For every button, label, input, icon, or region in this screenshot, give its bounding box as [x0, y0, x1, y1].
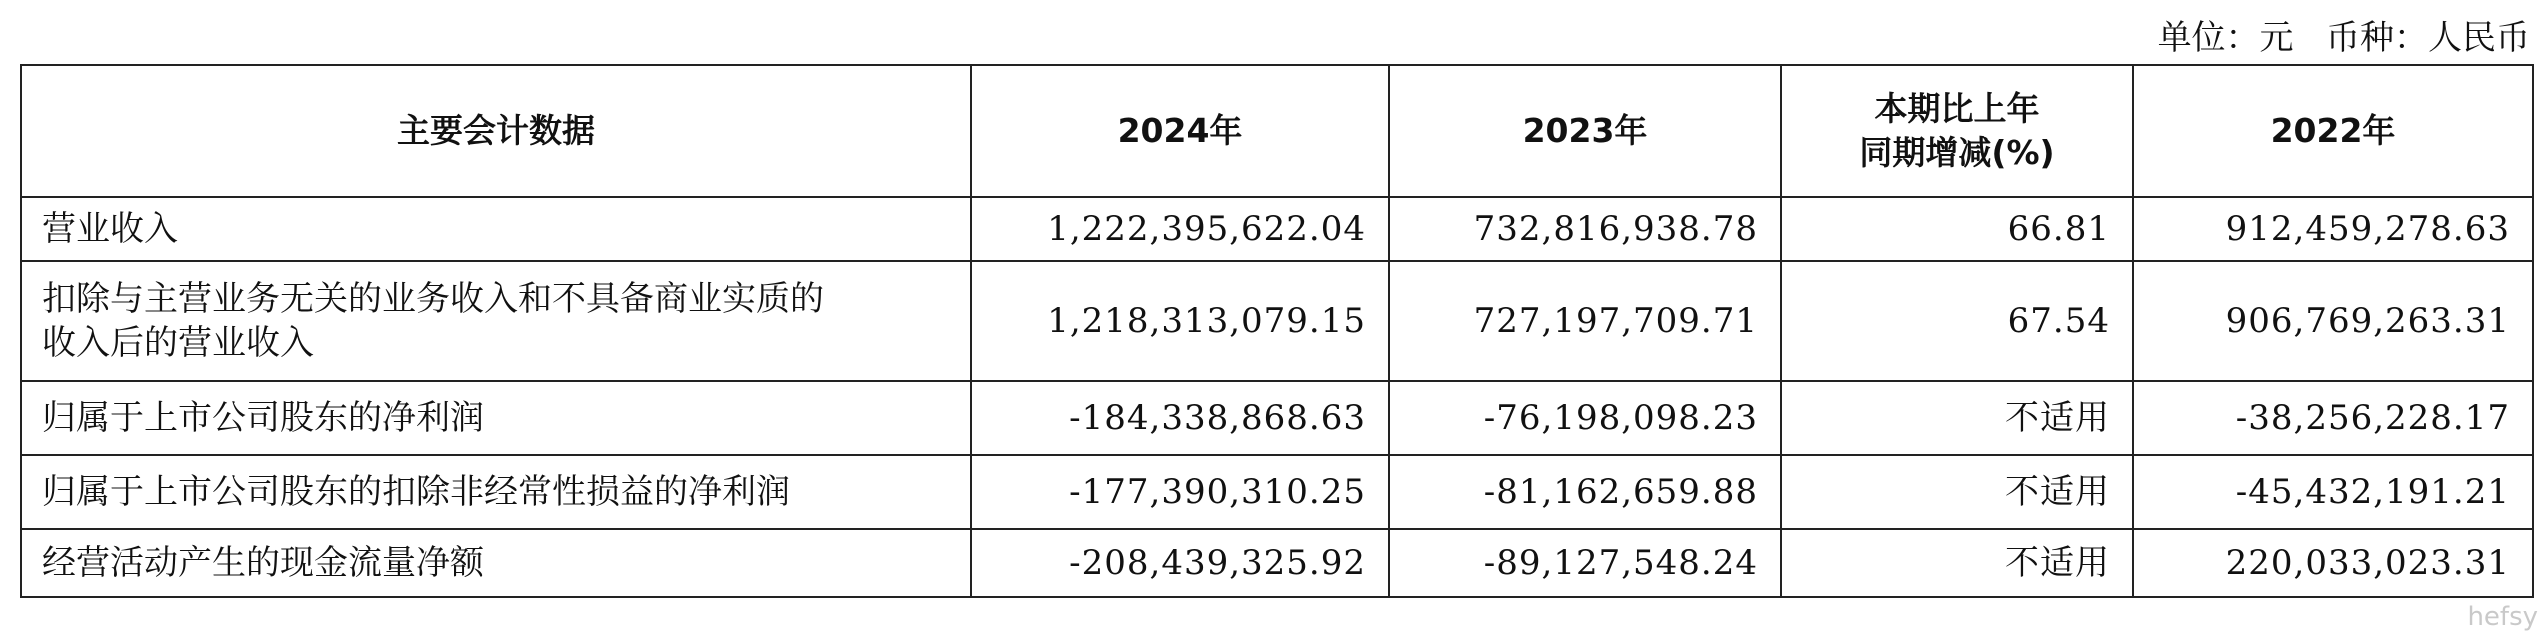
table-row: [21, 381, 2533, 455]
row-label-line1: 扣除与主营业务无关的业务收入和不具备商业实质的: [42, 279, 824, 319]
cell-2022: -45,432,191.21: [2133, 455, 2533, 529]
cell-2022: 912,459,278.63: [2133, 197, 2533, 261]
row-label: 经营活动产生的现金流量净额: [21, 529, 971, 597]
table-row: [21, 455, 2533, 529]
table-row: [21, 197, 2533, 261]
key-accounting-data-table: [20, 64, 2534, 598]
cell-2024: -184,338,868.63: [971, 381, 1389, 455]
cell-2024: -177,390,310.25: [971, 455, 1389, 529]
cell-change: 不适用: [1781, 529, 2133, 597]
row-label: 归属于上市公司股东的扣除非经常性损益的净利润: [21, 455, 971, 529]
header-2022: 2022年: [2133, 65, 2533, 197]
cell-2023: -81,162,659.88: [1389, 455, 1781, 529]
cell-2023: -89,127,548.24: [1389, 529, 1781, 597]
cell-2023: 727,197,709.71: [1389, 261, 1781, 381]
cell-2022: -38,256,228.17: [2133, 381, 2533, 455]
cell-2023: -76,198,098.23: [1389, 381, 1781, 455]
watermark-text: hefsy: [2467, 602, 2538, 632]
cell-change: 不适用: [1781, 381, 2133, 455]
unit-currency-note: 单位：元 币种：人民币: [2157, 18, 2530, 58]
cell-2022: 220,033,023.31: [2133, 529, 2533, 597]
cell-2024: 1,222,395,622.04: [971, 197, 1389, 261]
header-2023: 2023年: [1389, 65, 1781, 197]
cell-2022: 906,769,263.31: [2133, 261, 2533, 381]
table-header-row: [21, 65, 2533, 197]
cell-2023: 732,816,938.78: [1389, 197, 1781, 261]
header-yoy-change: [1781, 65, 2133, 197]
header-item: 主要会计数据: [21, 65, 971, 197]
row-label: 归属于上市公司股东的净利润: [21, 381, 971, 455]
row-label-line2: 收入后的营业收入: [42, 323, 314, 363]
header-yoy-line1: 本期比上年: [1874, 89, 2040, 128]
cell-change: 67.54: [1781, 261, 2133, 381]
cell-2024: -208,439,325.92: [971, 529, 1389, 597]
table-row: [21, 261, 2533, 381]
row-label: [21, 261, 971, 381]
row-label: 营业收入: [21, 197, 971, 261]
cell-change: 66.81: [1781, 197, 2133, 261]
header-2024: 2024年: [971, 65, 1389, 197]
cell-2024: 1,218,313,079.15: [971, 261, 1389, 381]
header-yoy-line2: 同期增减(%): [1859, 133, 2055, 172]
cell-change: 不适用: [1781, 455, 2133, 529]
table-row: [21, 529, 2533, 597]
